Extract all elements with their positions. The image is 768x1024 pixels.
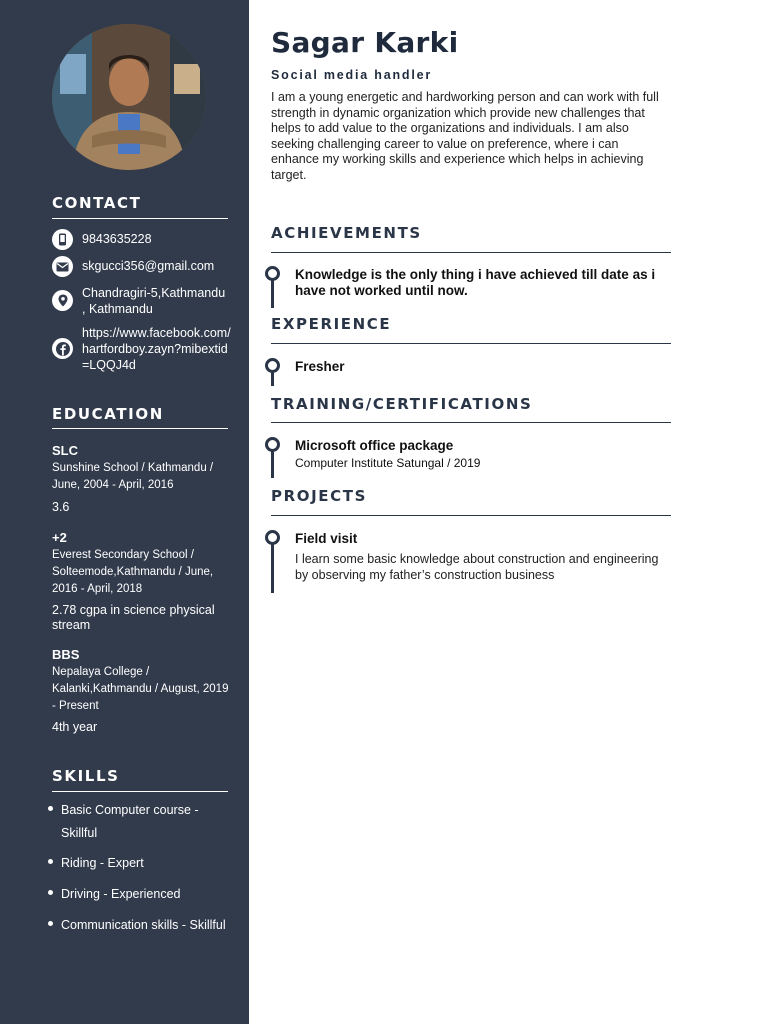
training-details: Computer Institute Satungal / 2019	[295, 456, 481, 470]
facebook-icon	[52, 338, 73, 359]
skill-text: Basic Computer course - Skillful	[61, 803, 199, 840]
projects-divider	[271, 515, 671, 516]
training-title: Microsoft office package	[295, 438, 454, 453]
achievements-divider	[271, 252, 671, 253]
education-grade: 2.78 cgpa in science physical stream	[52, 603, 215, 632]
bullet-icon	[48, 806, 53, 811]
project-title: Field visit	[295, 531, 358, 546]
bullet-icon	[48, 921, 53, 926]
skill-item	[48, 883, 228, 906]
mail-icon	[52, 256, 73, 277]
projects-heading: PROJECTS	[271, 487, 367, 505]
education-title: +2	[52, 530, 67, 545]
phone-icon	[52, 229, 73, 250]
skill-item	[48, 852, 228, 875]
contact-phone	[52, 229, 232, 250]
training-divider	[271, 422, 671, 423]
skill-item	[48, 799, 228, 845]
person-name: Sagar Karki	[271, 26, 459, 59]
sidebar	[0, 0, 249, 1024]
education-grade: 4th year	[52, 720, 98, 734]
contact-address	[52, 285, 232, 317]
skills-heading: SKILLS	[52, 767, 120, 785]
facebook-link[interactable]: https://www.facebook.com/hartfordboy.zayn?mibextid=LQQJ4d	[82, 326, 231, 372]
contact-facebook	[52, 325, 232, 373]
contact-heading: CONTACT	[52, 194, 142, 212]
timeline-dot-icon	[265, 266, 280, 281]
education-title: BBS	[52, 647, 80, 662]
timeline-dot-icon	[265, 437, 280, 452]
education-details: Everest Secondary School / Solteemode,Kathmandu / June, 2016 - April, 2018	[52, 549, 214, 595]
education-details: Sunshine School / Kathmandu / June, 2004 - April, 2016	[52, 462, 214, 491]
skill-text: Communication skills - Skillful	[61, 918, 226, 932]
contact-divider	[52, 218, 228, 219]
skills-divider	[52, 791, 228, 792]
skill-text: Driving - Experienced	[61, 887, 181, 901]
phone-text[interactable]: 9843635228	[82, 232, 152, 246]
email-text[interactable]: skgucci356@gmail.com	[82, 259, 215, 273]
timeline-dot-icon	[265, 530, 280, 545]
education-divider	[52, 428, 228, 429]
training-heading: TRAINING/CERTIFICATIONS	[271, 395, 533, 413]
timeline-dot-icon	[265, 358, 280, 373]
location-icon	[52, 290, 73, 311]
achievement-title: Knowledge is the only thing i have achieved till date as i have not worked until now.	[295, 267, 656, 298]
education-grade: 3.6	[52, 500, 70, 514]
bullet-icon	[48, 859, 53, 864]
experience-divider	[271, 343, 671, 344]
experience-title: Fresher	[295, 359, 345, 374]
education-title: SLC	[52, 443, 78, 458]
education-details: Nepalaya College / Kalanki,Kathmandu / August, 2019 - Present	[52, 666, 229, 712]
profile-photo	[52, 24, 206, 170]
experience-heading: EXPERIENCE	[271, 315, 392, 333]
address-text: Chandragiri-5,Kathmandu , Kathmandu	[82, 286, 226, 316]
skill-text: Riding - Expert	[61, 856, 144, 870]
project-description: I learn some basic knowledge about construction and engineering by observing my father’s construction business	[295, 552, 659, 582]
profile-summary: I am a young energetic and hardworking person and can work with full strength in dynamic organization which provide new challenges that helps to add value to the organizations and individuals. I am also seeking challenging career to value on preference, where i can enhance my working skills and experience which helps in achieving target.	[271, 90, 659, 182]
job-role: Social media handler	[271, 68, 433, 82]
contact-email	[52, 256, 232, 277]
bullet-icon	[48, 890, 53, 895]
skill-item	[48, 914, 228, 937]
achievements-heading: ACHIEVEMENTS	[271, 224, 422, 242]
education-heading: EDUCATION	[52, 405, 164, 423]
